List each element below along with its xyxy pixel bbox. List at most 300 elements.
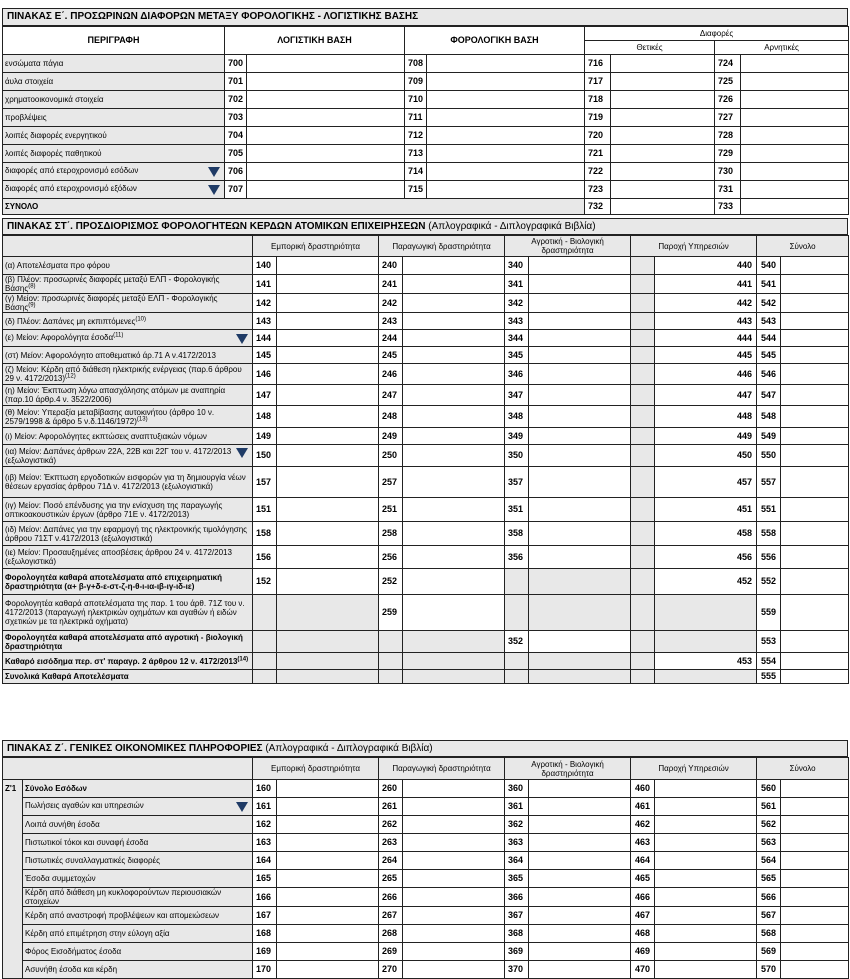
- value-field[interactable]: [247, 73, 405, 91]
- field-code: 705: [225, 145, 247, 163]
- field-code: 545: [757, 347, 781, 364]
- table-z-title: [2, 740, 848, 757]
- field-code: 718: [585, 91, 611, 109]
- field-code: 442: [655, 294, 757, 313]
- value-field[interactable]: [781, 347, 849, 364]
- value-field[interactable]: [741, 163, 849, 181]
- field-code: 341: [505, 275, 529, 294]
- value-field[interactable]: [277, 428, 379, 445]
- footnote-ref: (8): [28, 283, 36, 290]
- field-code: 345: [505, 347, 529, 364]
- value-field[interactable]: [529, 330, 631, 347]
- value-field[interactable]: [655, 834, 757, 852]
- field-code: 142: [253, 294, 277, 313]
- value-field[interactable]: [277, 961, 379, 979]
- row-label: [3, 163, 225, 181]
- value-field[interactable]: [403, 257, 505, 275]
- field-code: 701: [225, 73, 247, 91]
- value-field[interactable]: [277, 943, 379, 961]
- header-accounting-basis: ΛΟΓΙΣΤΙΚΗ ΒΑΣΗ: [225, 27, 405, 55]
- value-field[interactable]: [403, 313, 505, 330]
- field-code: 149: [253, 428, 277, 445]
- value-field[interactable]: [529, 257, 631, 275]
- spacer: [631, 257, 655, 275]
- field-code: 150: [253, 445, 277, 467]
- row-label: [23, 870, 253, 888]
- value-field[interactable]: [741, 91, 849, 109]
- row-label-text: Φορολογητέα καθαρά αποτελέσματα από επιχειρηματική δραστηριότητα (α+ β-γ+δ-ε-στ-ζ-η-θ-ι-ια-ιβ-ιγ-ιδ-ιε): [5, 572, 223, 591]
- row-label-text: (στ) Μείον: Αφορολόγητο αποθεματικό άρ.71 Α ν.4172/2013: [5, 350, 216, 360]
- value-field[interactable]: [277, 330, 379, 347]
- value-field[interactable]: [741, 73, 849, 91]
- value-field[interactable]: [741, 199, 849, 215]
- value-field[interactable]: [781, 330, 849, 347]
- empty-cell: [529, 670, 631, 684]
- dropdown-arrow-icon[interactable]: [236, 448, 248, 458]
- row-label: [3, 330, 253, 347]
- value-field[interactable]: [781, 294, 849, 313]
- row-label: [3, 347, 253, 364]
- row-label: [23, 888, 253, 907]
- value-field[interactable]: [247, 163, 405, 181]
- value-field[interactable]: [741, 145, 849, 163]
- field-code: 725: [715, 73, 741, 91]
- value-field[interactable]: [427, 163, 585, 181]
- field-code: 543: [757, 313, 781, 330]
- row-label: [3, 406, 253, 428]
- value-field[interactable]: [403, 385, 505, 406]
- field-code: 363: [505, 834, 529, 852]
- value-field[interactable]: [427, 109, 585, 127]
- value-field[interactable]: [247, 145, 405, 163]
- value-field[interactable]: [529, 870, 631, 888]
- field-code: 456: [655, 546, 757, 569]
- value-field[interactable]: [277, 275, 379, 294]
- dropdown-arrow-icon[interactable]: [236, 802, 248, 812]
- field-code: 567: [757, 907, 781, 925]
- value-field[interactable]: [277, 546, 379, 569]
- field-code: 566: [757, 888, 781, 907]
- value-field[interactable]: [611, 181, 715, 199]
- value-field[interactable]: [781, 595, 849, 631]
- value-field[interactable]: [529, 364, 631, 385]
- value-field[interactable]: [427, 73, 585, 91]
- value-field[interactable]: [655, 961, 757, 979]
- value-field[interactable]: [403, 294, 505, 313]
- value-field[interactable]: [611, 163, 715, 181]
- header-blank: [3, 236, 253, 257]
- value-field[interactable]: [781, 364, 849, 385]
- value-field[interactable]: [781, 670, 849, 684]
- field-code: 243: [379, 313, 403, 330]
- value-field[interactable]: [529, 816, 631, 834]
- value-field[interactable]: [277, 385, 379, 406]
- field-code: 343: [505, 313, 529, 330]
- field-code: 351: [505, 498, 529, 522]
- value-field[interactable]: [655, 943, 757, 961]
- field-code: 450: [655, 445, 757, 467]
- value-field[interactable]: [247, 109, 405, 127]
- value-field[interactable]: [529, 546, 631, 569]
- field-code: 467: [631, 907, 655, 925]
- value-field[interactable]: [403, 870, 505, 888]
- spacer: [631, 275, 655, 294]
- value-field[interactable]: [277, 569, 379, 595]
- value-field[interactable]: [655, 798, 757, 816]
- value-field[interactable]: [529, 428, 631, 445]
- header-blank: [3, 758, 253, 780]
- value-field[interactable]: [655, 816, 757, 834]
- header-commercial: Εμπορική δραστηριότητα: [253, 758, 379, 780]
- value-field[interactable]: [741, 109, 849, 127]
- value-field[interactable]: [781, 546, 849, 569]
- value-field[interactable]: [781, 467, 849, 498]
- value-field[interactable]: [427, 91, 585, 109]
- field-code: 163: [253, 834, 277, 852]
- value-field[interactable]: [277, 798, 379, 816]
- field-code: 555: [757, 670, 781, 684]
- field-code: 161: [253, 798, 277, 816]
- value-field[interactable]: [427, 181, 585, 199]
- value-field[interactable]: [403, 780, 505, 798]
- value-field[interactable]: [403, 925, 505, 943]
- row-label-text: (θ) Μείον: Υπεραξία μεταβίβασης αυτοκινήτου (άρθρο 10 ν. 2579/1998 & άρθρο 5 ν.δ.1146/1972): [5, 407, 215, 426]
- field-code: 140: [253, 257, 277, 275]
- value-field[interactable]: [277, 834, 379, 852]
- value-field[interactable]: [781, 428, 849, 445]
- value-field[interactable]: [529, 347, 631, 364]
- value-field[interactable]: [529, 275, 631, 294]
- row-label: [23, 798, 253, 816]
- header-differences: Διαφορές: [585, 27, 849, 41]
- row-label-text: λοιπές διαφορές παθητικού: [5, 149, 102, 158]
- value-field[interactable]: [781, 406, 849, 428]
- value-field[interactable]: [277, 498, 379, 522]
- value-field[interactable]: [529, 852, 631, 870]
- value-field[interactable]: [403, 445, 505, 467]
- value-field[interactable]: [403, 467, 505, 498]
- value-field[interactable]: [529, 313, 631, 330]
- value-field[interactable]: [277, 522, 379, 546]
- table-row: [3, 91, 849, 109]
- field-code: 368: [505, 925, 529, 943]
- value-field[interactable]: [277, 852, 379, 870]
- value-field[interactable]: [611, 91, 715, 109]
- footnote-ref: (12): [65, 373, 76, 380]
- value-field[interactable]: [781, 257, 849, 275]
- spacer: [631, 330, 655, 347]
- value-field[interactable]: [781, 961, 849, 979]
- table-row: [3, 467, 849, 498]
- value-field[interactable]: [277, 870, 379, 888]
- table-row: [3, 670, 849, 684]
- value-field[interactable]: [403, 428, 505, 445]
- value-field[interactable]: [403, 522, 505, 546]
- row-label: [23, 816, 253, 834]
- row-label-text: ενσώματα πάγια: [5, 59, 64, 68]
- value-field[interactable]: [611, 55, 715, 73]
- value-field[interactable]: [277, 364, 379, 385]
- field-code: 468: [631, 925, 655, 943]
- table-st-grid: [2, 235, 849, 684]
- field-code: 344: [505, 330, 529, 347]
- row-label: [23, 961, 253, 979]
- table-row: [3, 364, 849, 385]
- value-field[interactable]: [277, 294, 379, 313]
- value-field[interactable]: [403, 816, 505, 834]
- value-field[interactable]: [403, 888, 505, 907]
- value-field[interactable]: [611, 109, 715, 127]
- footnote-ref: (13): [136, 415, 148, 422]
- value-field[interactable]: [781, 385, 849, 406]
- empty-cell: [631, 595, 655, 631]
- value-field[interactable]: [403, 406, 505, 428]
- table-st-title-main: ΠΙΝΑΚΑΣ ΣΤ΄. ΠΡΟΣΔΙΟΡΙΣΜΟΣ ΦΟΡΟΛΟΓΗΤΕΩΝ ΚΕΡΔΩΝ ΑΤΟΜΙΚΩΝ ΕΠΙΧΕΙΡΗΣΕΩΝ: [7, 221, 426, 232]
- value-field[interactable]: [403, 569, 505, 595]
- value-field[interactable]: [403, 498, 505, 522]
- row-label: [23, 943, 253, 961]
- value-field[interactable]: [781, 943, 849, 961]
- row-label-text: διαφορές από ετεροχρονισμό εσόδων: [5, 166, 139, 175]
- value-field[interactable]: [277, 467, 379, 498]
- field-code: 713: [405, 145, 427, 163]
- value-field[interactable]: [529, 780, 631, 798]
- field-code: 241: [379, 275, 403, 294]
- row-label-text: (ζ) Μείον: Κέρδη από διάθεση ηλεκτρικής ενέργειας (παρ.6 άρθρου 29 ν. 4172/2013): [5, 365, 242, 383]
- value-field[interactable]: [655, 907, 757, 925]
- value-field[interactable]: [781, 907, 849, 925]
- field-code: 466: [631, 888, 655, 907]
- empty-cell: [655, 670, 757, 684]
- value-field[interactable]: [427, 55, 585, 73]
- empty-cell: [253, 595, 277, 631]
- value-field[interactable]: [529, 385, 631, 406]
- header-total: Σύνολο: [757, 758, 849, 780]
- field-code: 265: [379, 870, 403, 888]
- value-field[interactable]: [247, 127, 405, 145]
- field-code: 358: [505, 522, 529, 546]
- value-field[interactable]: [529, 631, 631, 653]
- value-field[interactable]: [529, 294, 631, 313]
- value-field[interactable]: [781, 498, 849, 522]
- value-field[interactable]: [781, 852, 849, 870]
- field-code: 547: [757, 385, 781, 406]
- field-code: 247: [379, 385, 403, 406]
- value-field[interactable]: [611, 199, 715, 215]
- field-code: 350: [505, 445, 529, 467]
- value-field[interactable]: [403, 364, 505, 385]
- value-field[interactable]: [655, 852, 757, 870]
- table-row: [3, 55, 849, 73]
- value-field[interactable]: [529, 798, 631, 816]
- row-label: [23, 925, 253, 943]
- value-field[interactable]: [403, 943, 505, 961]
- field-code: 170: [253, 961, 277, 979]
- row-label-text: (ιβ) Μείον: Έκπτωση εργοδοτικών εισφορών για τη δημιουργία νέων θέσεων εργασίας άρθρου 71Δ ν. 4172/2013 (εξωλογιστικά): [5, 473, 246, 491]
- value-field[interactable]: [427, 127, 585, 145]
- table-row: [3, 780, 849, 798]
- value-field[interactable]: [529, 498, 631, 522]
- field-code: 724: [715, 55, 741, 73]
- value-field[interactable]: [781, 522, 849, 546]
- value-field[interactable]: [403, 852, 505, 870]
- field-code: 349: [505, 428, 529, 445]
- footnote-ref: (14): [237, 655, 249, 662]
- value-field[interactable]: [529, 834, 631, 852]
- value-field[interactable]: [247, 181, 405, 199]
- value-field[interactable]: [529, 907, 631, 925]
- value-field[interactable]: [529, 925, 631, 943]
- total-row: [3, 199, 849, 215]
- value-field[interactable]: [403, 595, 505, 631]
- value-field[interactable]: [781, 888, 849, 907]
- footnote-ref: (9): [28, 302, 36, 309]
- field-code: 716: [585, 55, 611, 73]
- value-field[interactable]: [247, 91, 405, 109]
- value-field[interactable]: [611, 145, 715, 163]
- row-label: [3, 546, 253, 569]
- value-field[interactable]: [741, 55, 849, 73]
- table-row: [3, 109, 849, 127]
- field-code: 261: [379, 798, 403, 816]
- field-code: 703: [225, 109, 247, 127]
- value-field[interactable]: [781, 834, 849, 852]
- table-row: [3, 870, 849, 888]
- field-code: 369: [505, 943, 529, 961]
- value-field[interactable]: [277, 347, 379, 364]
- value-field[interactable]: [655, 870, 757, 888]
- value-field[interactable]: [277, 907, 379, 925]
- value-field[interactable]: [781, 275, 849, 294]
- value-field[interactable]: [403, 546, 505, 569]
- spacer: [631, 364, 655, 385]
- value-field[interactable]: [277, 313, 379, 330]
- field-code: 546: [757, 364, 781, 385]
- row-label-text: (ια) Μείον: Δαπάνες άρθρων 22Α, 22Β και 22Γ του ν. 4172/2013 (εξωλογιστικά): [5, 446, 232, 465]
- field-code: 258: [379, 522, 403, 546]
- table-row: [3, 313, 849, 330]
- table-row: [3, 145, 849, 163]
- field-code: 720: [585, 127, 611, 145]
- row-label: [3, 73, 225, 91]
- value-field[interactable]: [655, 925, 757, 943]
- value-field[interactable]: [277, 406, 379, 428]
- value-field[interactable]: [403, 961, 505, 979]
- value-field[interactable]: [781, 925, 849, 943]
- field-code: 730: [715, 163, 741, 181]
- dropdown-arrow-icon[interactable]: [236, 334, 248, 344]
- row-label-text: προβλέψεις: [5, 113, 47, 122]
- value-field[interactable]: [611, 73, 715, 91]
- field-code: 552: [757, 569, 781, 595]
- field-code: 448: [655, 406, 757, 428]
- dropdown-arrow-icon[interactable]: [208, 185, 220, 195]
- value-field[interactable]: [277, 257, 379, 275]
- field-code: 469: [631, 943, 655, 961]
- value-field[interactable]: [427, 145, 585, 163]
- value-field[interactable]: [403, 347, 505, 364]
- value-field[interactable]: [529, 445, 631, 467]
- value-field[interactable]: [529, 888, 631, 907]
- value-field[interactable]: [529, 961, 631, 979]
- value-field[interactable]: [781, 798, 849, 816]
- value-field[interactable]: [277, 780, 379, 798]
- empty-cell: [379, 653, 403, 670]
- value-field[interactable]: [403, 798, 505, 816]
- empty-cell: [529, 569, 631, 595]
- value-field[interactable]: [781, 631, 849, 653]
- field-code: 550: [757, 445, 781, 467]
- header-positive: Θετικές: [585, 41, 715, 55]
- value-field[interactable]: [781, 445, 849, 467]
- empty-cell: [631, 670, 655, 684]
- value-field[interactable]: [403, 834, 505, 852]
- field-code: 352: [505, 631, 529, 653]
- value-field[interactable]: [529, 467, 631, 498]
- field-code: 444: [655, 330, 757, 347]
- field-code: 700: [225, 55, 247, 73]
- value-field[interactable]: [277, 445, 379, 467]
- table-row: [3, 257, 849, 275]
- row-label: [23, 907, 253, 925]
- value-field[interactable]: [529, 406, 631, 428]
- dropdown-arrow-icon[interactable]: [208, 167, 220, 177]
- value-field[interactable]: [403, 907, 505, 925]
- table-row: [3, 631, 849, 653]
- field-code: 548: [757, 406, 781, 428]
- value-field[interactable]: [529, 943, 631, 961]
- value-field[interactable]: [529, 522, 631, 546]
- value-field[interactable]: [781, 569, 849, 595]
- value-field[interactable]: [277, 925, 379, 943]
- value-field[interactable]: [781, 816, 849, 834]
- value-field[interactable]: [741, 127, 849, 145]
- field-code: 148: [253, 406, 277, 428]
- row-label-text: (ιγ) Μείον: Ποσό επένδυσης για την ενίσχυση της παραγωγής οπτικοακουστικών έργων (άρθρο 71Ε ν. 4172/2013): [5, 500, 223, 519]
- header-productive: Παραγωγική δραστηριότητα: [379, 758, 505, 780]
- value-field[interactable]: [655, 888, 757, 907]
- row-label: [3, 428, 253, 445]
- value-field[interactable]: [781, 780, 849, 798]
- row-label: [3, 522, 253, 546]
- field-code: 268: [379, 925, 403, 943]
- header-tax-basis: ΦΟΡΟΛΟΓΙΚΗ ΒΑΣΗ: [405, 27, 585, 55]
- field-code: 570: [757, 961, 781, 979]
- value-field[interactable]: [277, 816, 379, 834]
- empty-cell: [505, 569, 529, 595]
- table-row: [3, 798, 849, 816]
- table-row: [3, 445, 849, 467]
- field-code: 465: [631, 870, 655, 888]
- value-field[interactable]: [247, 55, 405, 73]
- field-code: 470: [631, 961, 655, 979]
- value-field[interactable]: [611, 127, 715, 145]
- value-field[interactable]: [781, 653, 849, 670]
- value-field[interactable]: [781, 870, 849, 888]
- spacer: [631, 406, 655, 428]
- row-label: [3, 467, 253, 498]
- value-field[interactable]: [403, 330, 505, 347]
- value-field[interactable]: [781, 313, 849, 330]
- value-field[interactable]: [741, 181, 849, 199]
- value-field[interactable]: [403, 275, 505, 294]
- field-code: 560: [757, 780, 781, 798]
- row-label: [3, 294, 253, 313]
- value-field[interactable]: [655, 780, 757, 798]
- value-field[interactable]: [277, 888, 379, 907]
- spacer: [631, 546, 655, 569]
- row-label-text: Λοιπά συνήθη έσοδα: [25, 820, 100, 829]
